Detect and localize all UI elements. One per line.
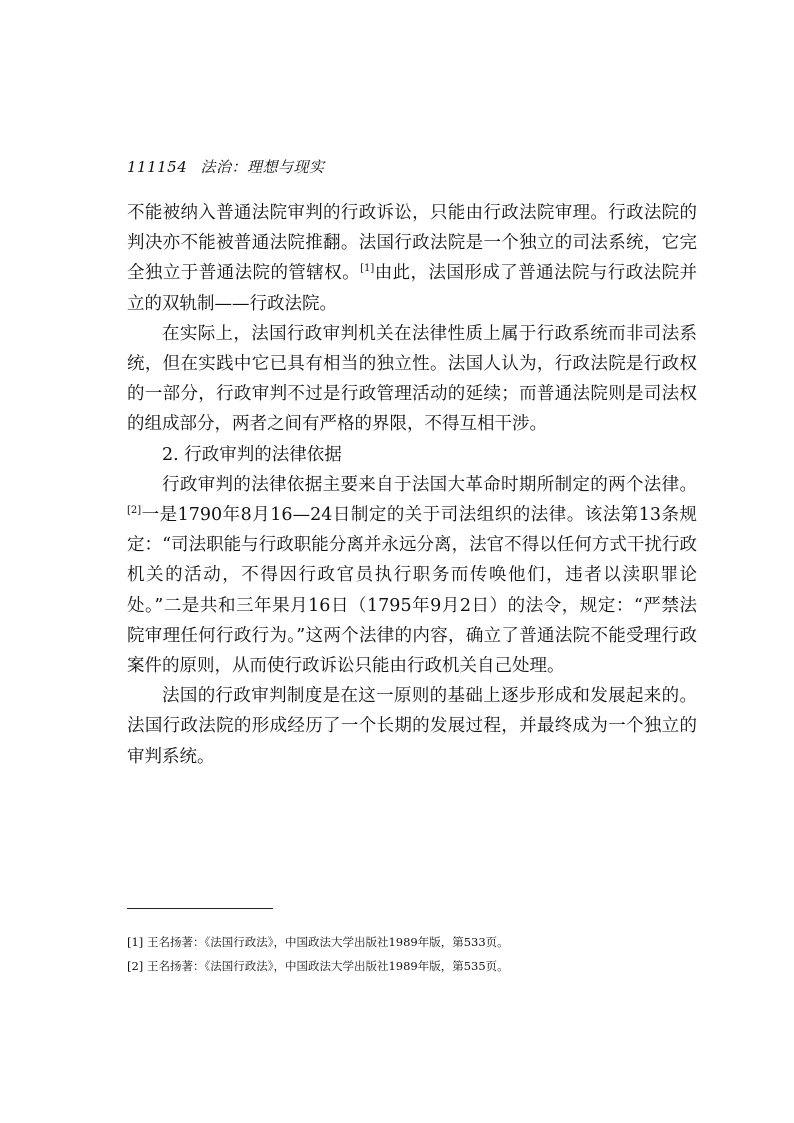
footnote-ref[interactable]: [1] [360, 263, 375, 275]
footnotes [127, 930, 697, 978]
footnote-ref[interactable]: [2] [127, 505, 142, 517]
footnote: [1] 王名扬著：《法国行政法》，中国政法大学出版社1989年版，第533页。 [127, 935, 509, 949]
section-heading: 2. 行政审判的法律依据 [162, 444, 342, 465]
book-title: 法治：理想与现实 [200, 158, 325, 176]
running-header [127, 156, 325, 177]
paragraph: 不能被纳入普通法院审判的行政诉讼，只能由行政法院审理。行政法院的判决亦不能被普通法院推翻。法国行政法院是一个独立的司法系统，它完全独立于普通法院的管辖权。[1]由此，法国形成了普通法院与行政法院并立的双轨制——行政法院。 [127, 203, 698, 314]
body-text [127, 198, 697, 772]
paragraph: 行政审判的法律依据主要来自于法国大革命时期所制定的两个法律。[2]一是1790年8月16—24日制定的关于司法组织的法律。该法第13条规定：“司法职能与行政职能分离并永远分离，法官不得以任何方式干扰行政机关的活动，不得因行政官员执行职务而传唤他们，违者以渎职罪论处。”二是共和三年果月16日（1795年9月2日）的法令，规定：“严禁法院审理任何行政行为。”这两个法律的内容，确立了普通法院不能受理行政案件的原则，从而使行政诉讼只能由行政机关自己处理。 [127, 474, 697, 677]
footnote-divider [127, 908, 273, 909]
page-number: 111154 [127, 158, 188, 176]
footnote: [2] 王名扬著：《法国行政法》，中国政法大学出版社1989年版，第535页。 [127, 959, 509, 973]
paragraph: 在实际上，法国行政审判机关在法律性质上属于行政系统而非司法系统，但在实践中它已具有相当的独立性。法国人认为，行政法院是行政权的一部分，行政审判不过是行政管理活动的延续；而普通法院则是司法权的组成部分，两者之间有严格的界限，不得互相干涉。 [127, 323, 697, 435]
paragraph: 法国的行政审判制度是在这一原则的基础上逐步形成和发展起来的。法国行政法院的形成经历了一个长期的发展过程，并最终成为一个独立的审判系统。 [127, 686, 697, 767]
